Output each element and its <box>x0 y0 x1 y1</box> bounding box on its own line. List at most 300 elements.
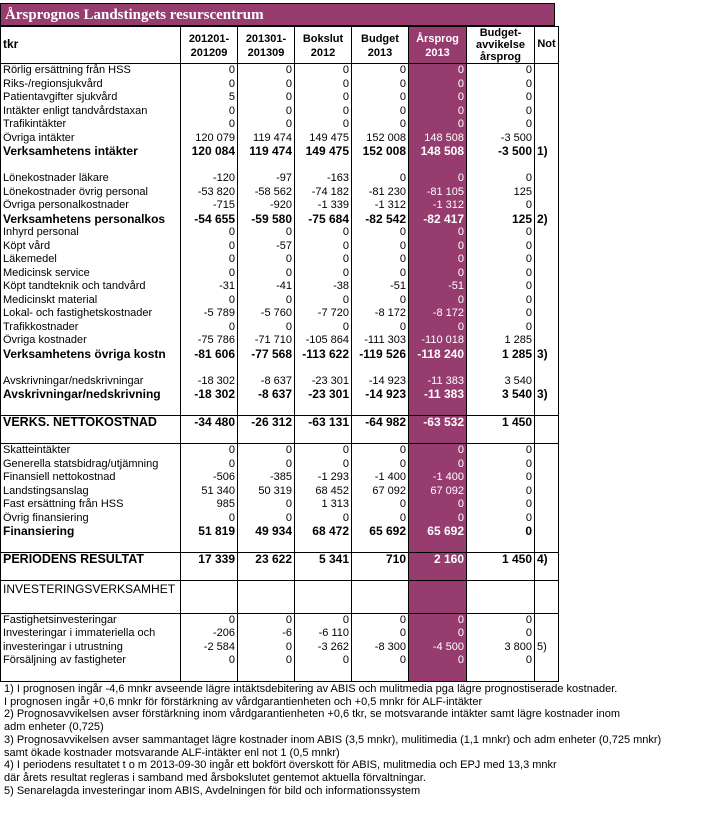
row-label: Medicinskt material <box>1 294 181 308</box>
section-empty-cell <box>238 581 295 600</box>
cell-bokslut-2012: 0 <box>295 105 352 119</box>
cell-bokslut-2012: -163 <box>295 172 352 186</box>
cell-bokslut-2012: -113 622 <box>295 348 352 362</box>
cell-budgetavvikelse: 1 450 <box>467 416 535 430</box>
table-row <box>1 267 559 281</box>
table-row <box>1 641 559 655</box>
row-label: Avskrivningar/nedskrivning <box>1 388 181 402</box>
cell-arsprog-2013: -8 172 <box>409 307 467 321</box>
cell-period-2013: 0 <box>238 294 295 308</box>
table-row <box>1 78 559 92</box>
cell-not <box>535 267 559 281</box>
cell-budget-2013: 0 <box>352 627 409 641</box>
cell-arsprog-2013: 0 <box>409 613 467 627</box>
cell-bokslut-2012: -3 262 <box>295 641 352 655</box>
cell-budgetavvikelse: 0 <box>467 512 535 526</box>
cell-arsprog-2013: 0 <box>409 91 467 105</box>
section-empty-cell <box>467 581 535 600</box>
table-row <box>1 444 559 458</box>
cell-period-2012: 51 340 <box>181 485 238 499</box>
cell-arsprog-2013: 148 508 <box>409 132 467 146</box>
row-label: Trafikkostnader <box>1 321 181 335</box>
cell-arsprog-2013: 0 <box>409 267 467 281</box>
cell-arsprog-2013: 0 <box>409 78 467 92</box>
cell-bokslut-2012: 0 <box>295 253 352 267</box>
cell-bokslut-2012: 0 <box>295 654 352 668</box>
table-row <box>1 132 559 146</box>
cell-period-2013: -71 710 <box>238 334 295 348</box>
cell-arsprog-2013: 0 <box>409 321 467 335</box>
cell-period-2013: -385 <box>238 471 295 485</box>
cell-period-2013: 0 <box>238 226 295 240</box>
table-row <box>1 64 559 78</box>
cell-not <box>535 240 559 254</box>
cell-period-2012: 0 <box>181 118 238 132</box>
spacer-cell <box>181 668 238 682</box>
summary-row <box>1 525 559 539</box>
cell-bokslut-2012: 0 <box>295 118 352 132</box>
cell-arsprog-2013: -4 500 <box>409 641 467 655</box>
cell-not <box>535 485 559 499</box>
cell-period-2012: -31 <box>181 280 238 294</box>
cell-bokslut-2012: 68 452 <box>295 485 352 499</box>
header-col-arsprog: Årsprog 2013 <box>409 27 467 64</box>
spacer-cell <box>1 599 181 613</box>
row-label: Patientavgifter sjukvård <box>1 91 181 105</box>
header-col-bokslut: Bokslut 2012 <box>295 27 352 64</box>
cell-arsprog-2013: 0 <box>409 118 467 132</box>
table-row <box>1 627 559 641</box>
cell-period-2012: -18 302 <box>181 375 238 389</box>
cell-arsprog-2013: 0 <box>409 498 467 512</box>
spacer-cell <box>295 430 352 444</box>
cell-period-2013: 0 <box>238 91 295 105</box>
table-row <box>1 307 559 321</box>
cell-period-2013: -5 760 <box>238 307 295 321</box>
table-row <box>1 118 559 132</box>
cell-budget-2013: 0 <box>352 240 409 254</box>
cell-budgetavvikelse: 0 <box>467 267 535 281</box>
cell-budgetavvikelse: 0 <box>467 498 535 512</box>
cell-not <box>535 613 559 627</box>
spacer-cell <box>535 567 559 581</box>
cell-not <box>535 471 559 485</box>
cell-budget-2013: 152 008 <box>352 132 409 146</box>
cell-not <box>535 118 559 132</box>
table-body <box>1 64 559 682</box>
cell-budget-2013: -8 172 <box>352 307 409 321</box>
cell-bokslut-2012: -38 <box>295 280 352 294</box>
spacer-row <box>1 361 559 375</box>
cell-bokslut-2012: 0 <box>295 458 352 472</box>
cell-bokslut-2012: 1 313 <box>295 498 352 512</box>
cell-period-2012: -506 <box>181 471 238 485</box>
cell-arsprog-2013: 0 <box>409 105 467 119</box>
spacer-cell <box>409 567 467 581</box>
cell-budget-2013: 0 <box>352 321 409 335</box>
spacer-cell <box>409 430 467 444</box>
row-label: Försäljning av fastigheter <box>1 654 181 668</box>
header-col-budget: Budget 2013 <box>352 27 409 64</box>
header-col-budgetavvikelse: Budget-avvikelse årsprog <box>467 27 535 64</box>
spacer-cell <box>409 668 467 682</box>
cell-budget-2013: -119 526 <box>352 348 409 362</box>
cell-not <box>535 512 559 526</box>
section-empty-cell <box>352 581 409 600</box>
cell-arsprog-2013: 0 <box>409 226 467 240</box>
cell-arsprog-2013: -81 105 <box>409 186 467 200</box>
section-empty-cell <box>535 581 559 600</box>
cell-budgetavvikelse: 0 <box>467 226 535 240</box>
cell-budget-2013: -82 542 <box>352 213 409 227</box>
row-label: Rörlig ersättning från HSS <box>1 64 181 78</box>
row-label: Lokal- och fastighetskostnader <box>1 307 181 321</box>
spacer-cell <box>352 430 409 444</box>
cell-period-2013: 0 <box>238 512 295 526</box>
cell-budgetavvikelse: 0 <box>467 307 535 321</box>
cell-period-2012: 0 <box>181 458 238 472</box>
cell-not: 3) <box>535 388 559 402</box>
cell-period-2012: 0 <box>181 105 238 119</box>
cell-bokslut-2012: 0 <box>295 91 352 105</box>
cell-period-2012: -81 606 <box>181 348 238 362</box>
spacer-cell <box>238 599 295 613</box>
cell-budget-2013: 0 <box>352 294 409 308</box>
cell-budget-2013: -64 982 <box>352 416 409 430</box>
cell-period-2012: -75 786 <box>181 334 238 348</box>
row-label: Intäkter enligt tandvårdstaxan <box>1 105 181 119</box>
cell-budget-2013: 0 <box>352 444 409 458</box>
row-label: Läkemedel <box>1 253 181 267</box>
cell-budget-2013: 0 <box>352 253 409 267</box>
cell-budgetavvikelse: 0 <box>467 294 535 308</box>
cell-arsprog-2013: 0 <box>409 253 467 267</box>
cell-period-2012: 0 <box>181 267 238 281</box>
footnote-line: där årets resultat regleras i samband med årsbokslutet gentemot aktuella förvaltningar. <box>4 771 426 784</box>
spacer-cell <box>181 599 238 613</box>
spacer-cell <box>181 361 238 375</box>
cell-budgetavvikelse: 0 <box>467 105 535 119</box>
cell-arsprog-2013: -11 383 <box>409 388 467 402</box>
cell-period-2012: 0 <box>181 613 238 627</box>
spacer-cell <box>352 402 409 416</box>
cell-budget-2013: -1 400 <box>352 471 409 485</box>
row-label: Generella statsbidrag/utjämning <box>1 458 181 472</box>
cell-budgetavvikelse: 0 <box>467 172 535 186</box>
section-row <box>1 581 559 600</box>
summary-row <box>1 145 559 159</box>
cell-period-2012: 0 <box>181 654 238 668</box>
cell-not <box>535 294 559 308</box>
cell-bokslut-2012: 149 475 <box>295 132 352 146</box>
cell-bokslut-2012: 0 <box>295 321 352 335</box>
cell-budgetavvikelse: 0 <box>467 78 535 92</box>
cell-budgetavvikelse: 125 <box>467 213 535 227</box>
section-heading: INVESTERINGSVERKSAMHET <box>1 581 181 600</box>
cell-budgetavvikelse: 0 <box>467 64 535 78</box>
row-label: Övrig finansiering <box>1 512 181 526</box>
cell-budget-2013: 0 <box>352 105 409 119</box>
summary-row <box>1 213 559 227</box>
section-empty-cell <box>181 581 238 600</box>
cell-budget-2013: -111 303 <box>352 334 409 348</box>
cell-not <box>535 199 559 213</box>
cell-period-2013: -8 637 <box>238 375 295 389</box>
cell-period-2012: -5 789 <box>181 307 238 321</box>
cell-budgetavvikelse: 0 <box>467 118 535 132</box>
cell-not <box>535 226 559 240</box>
cell-period-2012: 17 339 <box>181 553 238 567</box>
cell-arsprog-2013: 0 <box>409 172 467 186</box>
spacer-cell <box>409 599 467 613</box>
spacer-row <box>1 539 559 553</box>
cell-period-2013: 0 <box>238 444 295 458</box>
cell-period-2013: 23 622 <box>238 553 295 567</box>
table-row <box>1 294 559 308</box>
cell-period-2013: 0 <box>238 105 295 119</box>
row-label: Trafikintäkter <box>1 118 181 132</box>
spacer-cell <box>1 159 181 173</box>
cell-arsprog-2013: 0 <box>409 458 467 472</box>
spacer-cell <box>295 402 352 416</box>
cell-arsprog-2013: 0 <box>409 294 467 308</box>
cell-period-2013: 119 474 <box>238 145 295 159</box>
cell-not <box>535 654 559 668</box>
spacer-cell <box>181 430 238 444</box>
cell-period-2013: 0 <box>238 253 295 267</box>
cell-period-2012: 0 <box>181 64 238 78</box>
row-label: Landstingsanslag <box>1 485 181 499</box>
cell-not <box>535 91 559 105</box>
cell-not <box>535 105 559 119</box>
spacer-cell <box>467 668 535 682</box>
row-label: Fast ersättning från HSS <box>1 498 181 512</box>
cell-budgetavvikelse: 1 285 <box>467 348 535 362</box>
cell-bokslut-2012: 0 <box>295 226 352 240</box>
cell-arsprog-2013: -1 400 <box>409 471 467 485</box>
table-row <box>1 321 559 335</box>
cell-not <box>535 64 559 78</box>
footnote-line: 1) I prognosen ingår -4,6 mnkr avseende lägre intäktsdebitering av ABIS och mulitmedia pga lägre prognostiserade kostnader. <box>4 683 618 695</box>
cell-not: 3) <box>535 348 559 362</box>
spacer-cell <box>535 539 559 553</box>
cell-budget-2013: 67 092 <box>352 485 409 499</box>
cell-bokslut-2012: -105 864 <box>295 334 352 348</box>
cell-budget-2013: 710 <box>352 553 409 567</box>
spacer-cell <box>181 567 238 581</box>
cell-arsprog-2013: 65 692 <box>409 525 467 539</box>
cell-period-2013: 0 <box>238 654 295 668</box>
row-label: Investeringar i immateriella och <box>1 627 181 641</box>
cell-budget-2013: 0 <box>352 118 409 132</box>
cell-period-2013: 0 <box>238 458 295 472</box>
financial-table <box>0 26 559 682</box>
cell-period-2012: 51 819 <box>181 525 238 539</box>
cell-budget-2013: 0 <box>352 498 409 512</box>
cell-budget-2013: -1 312 <box>352 199 409 213</box>
cell-period-2012: 120 079 <box>181 132 238 146</box>
row-label: Finansiell nettokostnad <box>1 471 181 485</box>
cell-period-2013: 49 934 <box>238 525 295 539</box>
cell-budgetavvikelse: 1 450 <box>467 553 535 567</box>
cell-bokslut-2012: -6 110 <box>295 627 352 641</box>
cell-period-2012: -54 655 <box>181 213 238 227</box>
cell-budgetavvikelse: 0 <box>467 485 535 499</box>
footnote-line: samt ökade kostnader motsvarande ALF-intäkter enl not 1 (0,5 mnkr) <box>4 746 340 759</box>
table-row <box>1 253 559 267</box>
spacer-cell <box>467 361 535 375</box>
cell-not <box>535 458 559 472</box>
cell-budget-2013: 0 <box>352 78 409 92</box>
cell-period-2012: -715 <box>181 199 238 213</box>
row-label: Finansiering <box>1 525 181 539</box>
spacer-cell <box>181 159 238 173</box>
table-row <box>1 172 559 186</box>
cell-period-2013: 0 <box>238 641 295 655</box>
cell-period-2012: -34 480 <box>181 416 238 430</box>
table-row <box>1 199 559 213</box>
spacer-cell <box>1 539 181 553</box>
cell-bokslut-2012: 0 <box>295 64 352 78</box>
cell-period-2013: -58 562 <box>238 186 295 200</box>
row-label: Övriga kostnader <box>1 334 181 348</box>
cell-period-2012: -18 302 <box>181 388 238 402</box>
cell-period-2013: -77 568 <box>238 348 295 362</box>
table-row <box>1 280 559 294</box>
row-label: Köpt tandteknik och tandvård <box>1 280 181 294</box>
footnote-line: 2) Prognosavvikelsen avser förstärkning inom vårdgarantienheten +0,6 tkr, se motsvarande intäkter samt lägre kostnader inom <box>4 708 621 721</box>
cell-arsprog-2013: 0 <box>409 240 467 254</box>
spacer-cell <box>295 539 352 553</box>
cell-period-2013: -8 637 <box>238 388 295 402</box>
cell-budget-2013: 0 <box>352 91 409 105</box>
cell-period-2013: -920 <box>238 199 295 213</box>
spacer-row <box>1 159 559 173</box>
table-row <box>1 471 559 485</box>
cell-period-2012: 120 084 <box>181 145 238 159</box>
spacer-cell <box>1 668 181 682</box>
spacer-cell <box>1 402 181 416</box>
cell-period-2012: 985 <box>181 498 238 512</box>
table-row <box>1 186 559 200</box>
spacer-cell <box>295 159 352 173</box>
cell-period-2013: -41 <box>238 280 295 294</box>
cell-period-2012: 0 <box>181 78 238 92</box>
spacer-cell <box>535 668 559 682</box>
spacer-cell <box>352 361 409 375</box>
cell-budget-2013: 0 <box>352 458 409 472</box>
cell-budgetavvikelse: 3 540 <box>467 388 535 402</box>
cell-period-2012: 0 <box>181 321 238 335</box>
cell-bokslut-2012: 0 <box>295 267 352 281</box>
spacer-cell <box>535 159 559 173</box>
section-empty-cell <box>409 581 467 600</box>
table-row <box>1 91 559 105</box>
cell-budgetavvikelse: 0 <box>467 240 535 254</box>
spacer-cell <box>352 668 409 682</box>
spacer-row <box>1 599 559 613</box>
cell-arsprog-2013: -11 383 <box>409 375 467 389</box>
spacer-cell <box>295 361 352 375</box>
cell-not: 4) <box>535 553 559 567</box>
cell-period-2013: -6 <box>238 627 295 641</box>
section-empty-cell <box>295 581 352 600</box>
cell-period-2013: 0 <box>238 118 295 132</box>
cell-bokslut-2012: 5 341 <box>295 553 352 567</box>
row-label: VERKS. NETTOKOSTNAD <box>1 416 181 430</box>
cell-bokslut-2012: -23 301 <box>295 388 352 402</box>
row-label: investeringar i utrustning <box>1 641 181 655</box>
cell-not <box>535 132 559 146</box>
cell-period-2012: -206 <box>181 627 238 641</box>
footnote-line: I prognosen ingår +0,6 mnkr för förstärkning av vårdgarantienheten och +0,5 mnkr för ALF-intäkter <box>4 695 483 708</box>
cell-period-2013: 0 <box>238 498 295 512</box>
cell-not <box>535 253 559 267</box>
spacer-cell <box>409 539 467 553</box>
cell-bokslut-2012: 149 475 <box>295 145 352 159</box>
row-label: Lönekostnader läkare <box>1 172 181 186</box>
table-row <box>1 485 559 499</box>
cell-arsprog-2013: 0 <box>409 512 467 526</box>
cell-not <box>535 321 559 335</box>
cell-period-2013: 0 <box>238 64 295 78</box>
spacer-cell <box>467 539 535 553</box>
header-row <box>1 27 559 64</box>
cell-arsprog-2013: 0 <box>409 444 467 458</box>
cell-period-2012: 0 <box>181 240 238 254</box>
row-label: Verksamhetens personalkos <box>1 213 181 227</box>
spacer-cell <box>238 159 295 173</box>
spacer-row <box>1 567 559 581</box>
cell-period-2013: -26 312 <box>238 416 295 430</box>
cell-bokslut-2012: -1 293 <box>295 471 352 485</box>
spacer-cell <box>181 402 238 416</box>
spacer-cell <box>181 539 238 553</box>
cell-period-2012: 0 <box>181 444 238 458</box>
cell-period-2013: -59 580 <box>238 213 295 227</box>
cell-bokslut-2012: 0 <box>295 512 352 526</box>
table-row <box>1 105 559 119</box>
cell-bokslut-2012: 0 <box>295 444 352 458</box>
cell-budgetavvikelse: 0 <box>467 321 535 335</box>
spacer-row <box>1 430 559 444</box>
row-label: Övriga intäkter <box>1 132 181 146</box>
row-label: Övriga personalkostnader <box>1 199 181 213</box>
cell-period-2012: 0 <box>181 294 238 308</box>
cell-arsprog-2013: -1 312 <box>409 199 467 213</box>
cell-period-2013: -57 <box>238 240 295 254</box>
footnote-line: adm enheter (0,725) <box>4 721 104 734</box>
table-row <box>1 240 559 254</box>
cell-budget-2013: 65 692 <box>352 525 409 539</box>
cell-bokslut-2012: -63 131 <box>295 416 352 430</box>
spacer-cell <box>295 668 352 682</box>
cell-period-2013: 0 <box>238 78 295 92</box>
table-row <box>1 654 559 668</box>
cell-budgetavvikelse: -3 500 <box>467 145 535 159</box>
spacer-cell <box>238 539 295 553</box>
footnotes <box>4 683 700 797</box>
header-col-period-2012: 201201-201209 <box>181 27 238 64</box>
cell-not <box>535 280 559 294</box>
row-label: Inhyrd personal <box>1 226 181 240</box>
summary-row <box>1 348 559 362</box>
cell-not <box>535 78 559 92</box>
row-label: Riks-/regionsjukvård <box>1 78 181 92</box>
cell-arsprog-2013: 2 160 <box>409 553 467 567</box>
cell-arsprog-2013: -63 532 <box>409 416 467 430</box>
header-label: tkr <box>1 27 181 64</box>
